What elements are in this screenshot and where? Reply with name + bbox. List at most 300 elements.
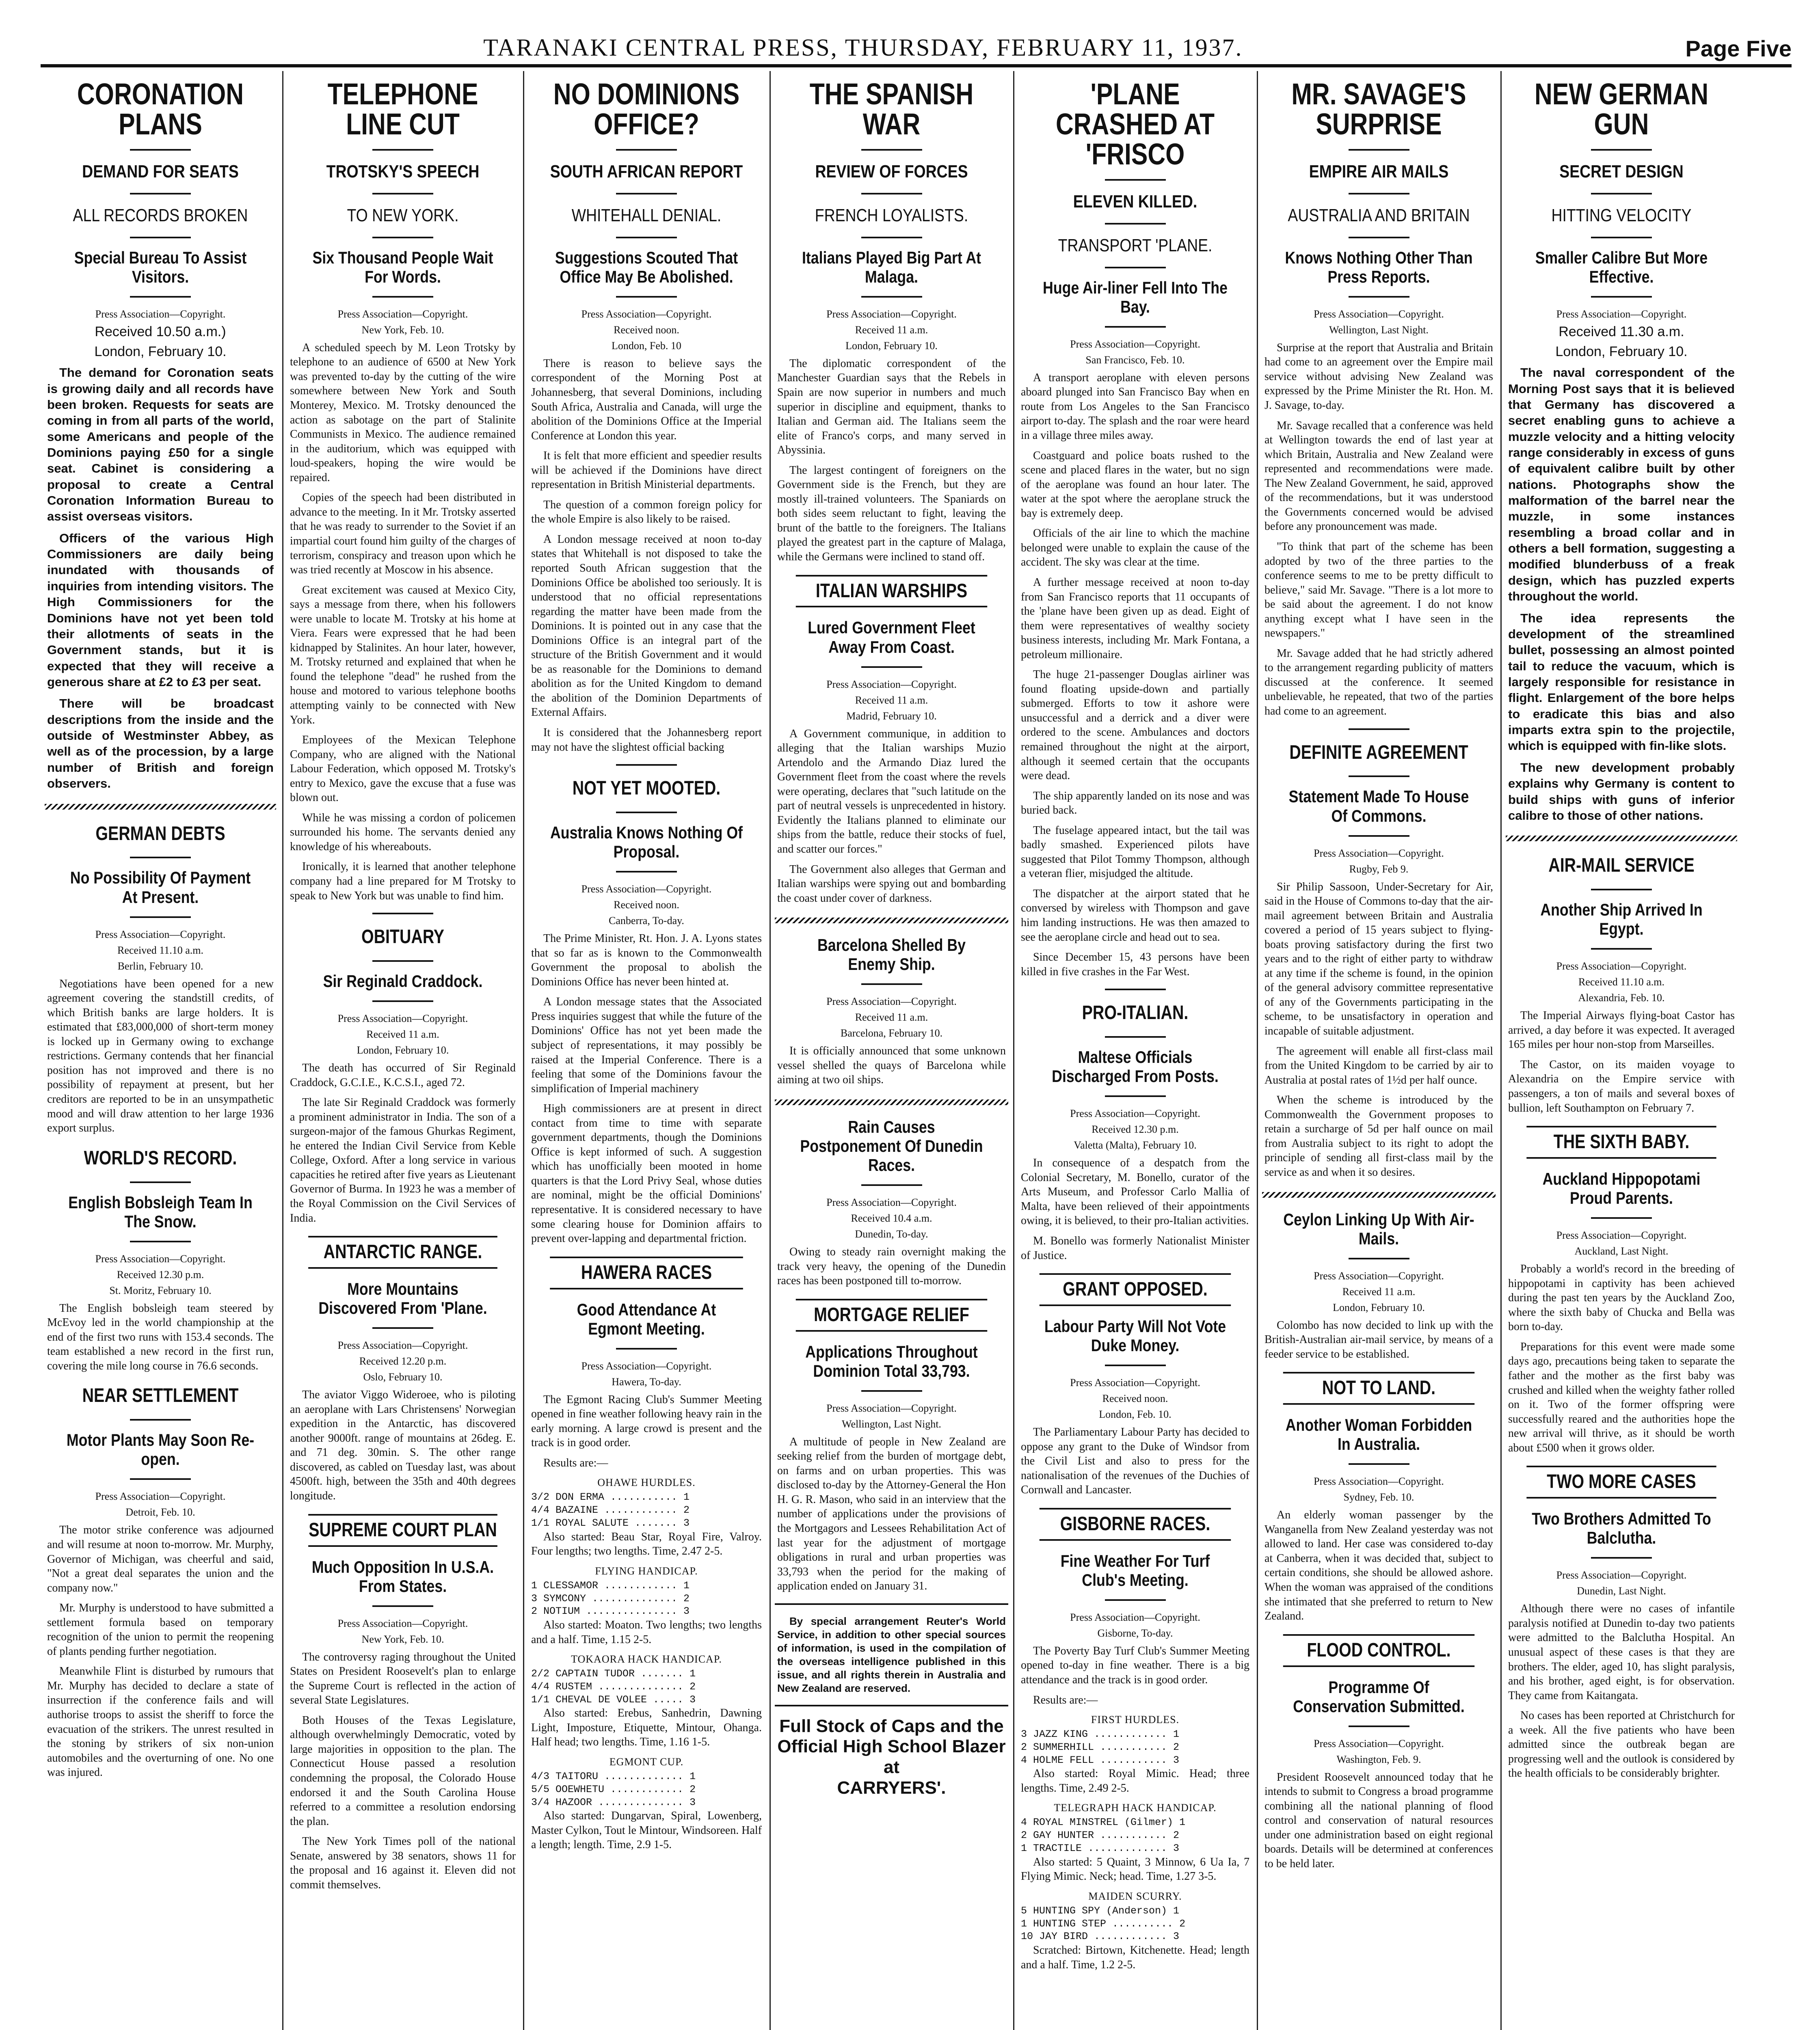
divider (616, 812, 677, 813)
divider (861, 296, 922, 298)
deck: Fine Weather For Turf Club's Meeting. (1060, 1551, 1210, 1589)
divider (130, 1478, 191, 1480)
divider (1591, 948, 1652, 950)
race-result: 5/5 OOEWHETU ............ 2 (531, 1783, 696, 1795)
dateline: Alexandria, Feb. 10. (1578, 992, 1665, 1004)
divider (775, 1705, 1008, 1706)
divider (1591, 296, 1652, 298)
race-result: 4/4 RUSTEM .............. 2 (531, 1680, 696, 1693)
paragraph: The ship apparently landed on its nose and was buried back. (1021, 789, 1249, 817)
credit-line: Press Association—Copyright. (581, 883, 712, 895)
divider (616, 149, 677, 151)
credit-line: Press Association—Copyright. (1070, 1611, 1200, 1623)
divider (1591, 889, 1652, 890)
paragraph: Employees of the Mexican Telephone Company, who are aligned with the National Labour Federation, which opposed M. Trotsky's entry to Mexico, gave the excuse that a fuse was blown out. (290, 734, 516, 804)
section-heading: MORTGAGE RELIEF (796, 1299, 988, 1332)
race-result: 4/3 TAITORU ............. 1 (531, 1771, 696, 1783)
subheading: AUSTRALIA AND BRITAIN (1288, 205, 1470, 225)
race-result: 1/1 CHEVAL DE VOLEE ..... 3 (531, 1693, 696, 1706)
section-heading: PRO-ITALIAN. (1082, 1002, 1189, 1024)
deck: Huge Air-liner Fell Into The Bay. (1043, 278, 1228, 316)
dateline: London, February 10. (845, 339, 938, 352)
divider (1349, 775, 1409, 777)
section-heading: HAWERA RACES (550, 1257, 743, 1289)
paragraph: Meanwhile Flint is disturbed by rumours that Mr. Murphy has decided to declare a state of insurrection if the conference fails and will authorise troops to assist the sheriff to force the evacuation of the strikers. The unrest resulted in the stoning by strikers of six non-union automobiles and the overturning of one. No one was injured. (47, 1665, 274, 1779)
dateline: Wellington, Last Night. (842, 1418, 941, 1430)
dateline: New York, Feb. 10. (361, 1633, 444, 1645)
credit-line: Press Association—Copyright. (1314, 847, 1444, 859)
section-divider (775, 918, 1008, 923)
paragraph: No cases has been reported at Christchurch for a week. All the five patients who have been admitted since the outbreak began are progressing well and the outlook is considered by the health officials to be considerably brighter. (1508, 1709, 1735, 1780)
received-time: Received 11.10 a.m. (1578, 976, 1665, 988)
dateline: London, Feb. 10 (612, 339, 681, 352)
dateline: London, Feb. 10. (1099, 1408, 1172, 1421)
race-result: 2 GAY HUNTER ........... 2 (1021, 1829, 1180, 1842)
divider (372, 193, 433, 194)
paragraph: Sir Philip Sassoon, Under-Secretary for Air, said in the House of Commons to-day that the air-mail agreement between Britain and Australia covered a period of 15 years subject to flying-boats proving satisfactory during the first two years and to the right of either party to withdraw at any time if the scheme is found, in the opinion of the general advisory committee representative of any of the Governments participating in the scheme, to be unsatisfactory in operation and incapable of suitable adjustment. (1264, 880, 1493, 1038)
paragraph: M. Bonello was formerly Nationalist Minister of Justice. (1021, 1234, 1249, 1262)
divider (372, 1327, 433, 1329)
dateline: London, February 10. (357, 1044, 449, 1056)
deck: No Possibility Of Payment At Present. (70, 868, 251, 907)
deck: Auckland Hippopotami Proud Parents. (1542, 1169, 1701, 1208)
received-time: Received noon. (614, 324, 679, 336)
divider (130, 857, 191, 858)
column-telephone (287, 71, 518, 2030)
credit-line: Press Association—Copyright. (826, 678, 957, 690)
paragraph: When the scheme is introduced by the Commonwealth the Government proposes to retain a surcharge of 5d per half ounce on mail from Australia subject to its right to adopt the principle of sending all first-class mail by the service as and when it so desires. (1264, 1094, 1493, 1179)
section-divider (1262, 1192, 1496, 1198)
section-heading: SUPREME COURT PLAN (308, 1514, 497, 1547)
divider (1349, 296, 1409, 298)
divider (861, 237, 922, 238)
divider (1349, 193, 1409, 194)
dateline: Barcelona, February 10. (840, 1027, 943, 1039)
paragraph: It is officially announced that some unknown vessel shelled the quays of Barcelona while aiming at two oil ships. (777, 1045, 1006, 1086)
divider (372, 913, 433, 914)
received-time: Received 11 a.m. (855, 1011, 928, 1024)
paragraph: Copies of the speech had been distributed in advance to the meeting. In it Mr. Trotsky asserted that he was ready to surrender to the Soviet if an impartial court found him guilty of the charges of terrorism, conspiracy and treason upon which he was tried recently at Moscow in his absence. (290, 491, 516, 577)
dateline: Dunedin, Last Night. (1577, 1585, 1666, 1597)
divider (372, 237, 433, 238)
deck: More Mountains Discovered From 'Plane. (318, 1279, 487, 1318)
race-result: 2 SUMMERHILL ........... 2 (1021, 1741, 1180, 1753)
paragraph: The motor strike conference was adjourned and will resume at noon to-morrow. Mr. Murphy, Governor of Michigan, was cheerful and said, "Not a great deal separates the union and the company now." (47, 1524, 274, 1594)
page-number: Page Five (1685, 36, 1792, 61)
paragraph: The question of a common foreign policy for the whole Empire is also likely to be raised. (531, 498, 762, 526)
divider (1105, 179, 1166, 181)
paragraph: The English bobsleigh team steered by McEvoy led in the world championship at the end of the first two runs with 153.4 seconds. The team established a new record in the first run, covering the mile long course in 76.6 seconds. (47, 1302, 274, 1372)
received-time: Received noon. (1102, 1393, 1168, 1405)
paragraph: In consequence of a despatch from the Colonial Secretary, M. Bonello, curator of the Arts Museum, and Professor Carlo Mallia of Malta, have been relieved of their appointments owing, it is believed, to their pro-Italian activities. (1021, 1157, 1249, 1227)
race-result: 3/4 HAZOOR .............. 3 (531, 1796, 696, 1808)
divider (861, 1184, 922, 1186)
race-result: 2/2 CAPTAIN TUDOR ....... 1 (531, 1668, 696, 1680)
paragraph: Results are:— (543, 1456, 608, 1469)
divider (1105, 1036, 1166, 1038)
race-name: TOKAORA HACK HANDICAP. (571, 1653, 722, 1665)
received-time: Received 11 a.m. (855, 324, 928, 336)
divider (861, 983, 922, 985)
paragraph: Although there were no cases of infantile paralysis notified at Dunedin to-day two patients were admitted to the Balclutha Hospital. An unusual aspect of these cases is that they are brothers. The elder, aged 10, has slight paralysis, and his brother, aged eight, is for observation. They came from Kaitangata. (1508, 1602, 1735, 1702)
received-time: Received 11 a.m. (366, 1028, 439, 1041)
headline: TELEPHONE LINE CUT (327, 77, 478, 141)
divider (1349, 149, 1409, 151)
paragraph: The dispatcher at the airport stated that he conversed by wireless with Thompson and gave him landing instructions. He was then amazed to see the aeroplane circle and head out to sea. (1021, 887, 1249, 944)
credit-line: Press Association—Copyright. (1556, 308, 1687, 320)
headline: MR. SAVAGE'S SURPRISE (1291, 77, 1466, 141)
section-heading: GISBORNE RACES. (1040, 1508, 1231, 1541)
paragraph: The demand for Coronation seats is growing daily and all records have been broken. Requests for seats are coming in from all parts of the world, some Americans and people of the Dominions paying £50 for a single seat. Cabinet is considering a proposal to create a Central Coronation Information Bureau to assist overseas visitors. (47, 365, 274, 524)
subheading: TROTSKY'S SPEECH (326, 162, 480, 181)
column-rule (770, 71, 771, 2030)
credit-line: Press Association—Copyright. (1314, 1475, 1444, 1488)
divider (372, 296, 433, 298)
section-heading: AIR-MAIL SERVICE (1548, 855, 1695, 877)
masthead (41, 32, 1792, 67)
deck: Six Thousand People Wait For Words. (312, 248, 493, 286)
race-result: 1 TRACTILE ............. 3 (1021, 1842, 1180, 1854)
paragraph: President Roosevelt announced today that he intends to submit to Congress a broad programme combining all the national planning of flood control and conservation of natural resources under one administration based on eight regional boards. Details will be determined at conferences to be held later. (1264, 1771, 1493, 1870)
divider (775, 1603, 1008, 1605)
paragraph: Officers of the various High Commissioners are daily being inundated with thousands of inquiries from intending visitors. The High Commissioners for the Dominions have not yet been told their allotments of seats in the Government stands, but it is expected that they will receive a generous share at £2 to £3 per seat. (47, 531, 274, 689)
divider (130, 916, 191, 918)
paragraph: Mr. Savage recalled that a conference was held at Wellington towards the end of last year at which Britain, Australia and New Zealand were represented and recommendations were made. The New Zealand Government, he said, approved of the recommendations, but it was understood the Governments concerned would be advised before any pronouncement was made. (1264, 419, 1493, 533)
headline: 'PLANE CRASHED AT 'FRISCO (1055, 77, 1215, 171)
race-name: EGMONT CUP. (609, 1756, 684, 1768)
subheading: FRENCH LOYALISTS. (815, 205, 968, 225)
paragraph: The naval correspondent of the Morning Post says that it is believed that Germany has discovered a secret enabling guns to achieve a muzzle velocity and a hitting velocity range considerably in excess of guns of equivalent calibre built by other nations. Photographs show the malformation of the barrel near the muzzle, in some instances resembling a broad collar and in others a bell formation, suggesting a modified blunderbuss of a freak design, which has puzzled experts throughout the world. (1508, 365, 1735, 604)
deck: Two Brothers Admitted To Balclutha. (1532, 1509, 1711, 1548)
subheading: DEMAND FOR SEATS (82, 162, 239, 181)
section-heading: GRANT OPPOSED. (1040, 1273, 1231, 1306)
race-note: Also started: 5 Quaint, 3 Minnow, 6 Ua Ia, 7 Flying Mimic. Neck; head. Time, 1.27 3-5. (1021, 1855, 1249, 1883)
divider (372, 149, 433, 151)
credit-line: Press Association—Copyright. (95, 1490, 226, 1503)
credit-line: Press Association—Copyright. (826, 1402, 957, 1414)
race-note: Also started: Beau Star, Royal Fire, Valroy. Four lengths; two lengths. Time, 2.47 2-5. (531, 1530, 762, 1558)
race-result: 4/4 BAZAINE ............ 2 (531, 1504, 690, 1516)
deck: Another Ship Arrived In Egypt. (1540, 900, 1703, 939)
subheading: WHITEHALL DENIAL. (571, 205, 722, 225)
credit-line: Press Association—Copyright. (1070, 1377, 1200, 1389)
section-heading: NOT YET MOOTED. (572, 777, 721, 799)
dateline: Sydney, Feb. 10. (1343, 1491, 1414, 1503)
divider (372, 1605, 433, 1607)
dateline: Madrid, February 10. (846, 710, 937, 722)
divider (130, 193, 191, 194)
divider (616, 871, 677, 872)
divider (1105, 989, 1166, 990)
section-heading: ITALIAN WARSHIPS (796, 575, 988, 608)
paragraph: High commissioners are at present in direct contact from time to time with separate government departments, though the Dominions Office is kept informed of such. A suggestion which has unofficially been mooted in home quarters is that the Lord Privy Seal, whose duties are nominal, might be the official Dominions' representative. It is considered necessary to have some clearing house for Dominion affairs to prevent over-lapping and departmental friction. (531, 1102, 762, 1245)
paragraph: A further message received at noon to-day from San Francisco reports that 11 occupants of the 'plane have been given up as dead. Eight of them were representatives of wealthy society business interests, including Mr. Mark Fontana, a petroleum millionaire. (1021, 576, 1249, 661)
column-dominions (529, 71, 764, 2030)
deck: Australia Knows Nothing Of Proposal. (550, 823, 743, 862)
divider (1349, 835, 1409, 837)
deck: Suggestions Scouted That Office May Be Abolished. (555, 248, 738, 286)
dateline: Detroit, Feb. 10. (125, 1506, 195, 1518)
paragraph: The Government also alleges that German and Italian warships were spying out and bombarding the coast under cover of darkness. (777, 863, 1006, 905)
paragraph: There is reason to believe says the correspondent of the Morning Post at Johannesberg, that several Dominions, including South Africa, Australia and Canada, will urge the abolition of the Dominions Office at the Imperial Conference at London this year. (531, 357, 762, 442)
credit-line: Press Association—Copyright. (1314, 1270, 1444, 1282)
divider (1349, 237, 1409, 238)
section-heading: TWO MORE CASES (1526, 1466, 1716, 1499)
paragraph: The Parliamentary Labour Party has decided to oppose any grant to the Duke of Windsor from the Civil List and also to press for the nationalisation of the revenues of the Duchies of Cornwall and Lancaster. (1021, 1426, 1249, 1497)
race-note: Also started: Erebus, Sanhedrin, Dawning Light, Imposture, Etiquette, Mintour, Ohanga. Half head; two lengths. Time, 1.16 1-5. (531, 1707, 762, 1749)
column-plane-crash (1018, 71, 1252, 2030)
dateline: Wellington, Last Night. (1329, 324, 1429, 336)
paragraph: The largest contingent of foreigners on the Government side is the French, but they are mostly ill-trained volunteers. The Spaniards on both sides seem reluctant to fight, leaving the brunt of the battle to the foreigners. The Italians played the greatest part in the capture of Malaga, while the Germans were inclined to stand off. (777, 464, 1006, 563)
credit-line: Press Association—Copyright. (337, 308, 468, 320)
paragraph: The idea represents the development of the streamlined bullet, possessing an almost pointed tail to reduce the vacuum, which is largely responsible for resistance in flight. Enlargement of the bore helps to eradicate this bias and also imparts extra spin to the projectile, which is equipped with fin-like slots. (1508, 611, 1735, 753)
divider (1591, 193, 1652, 194)
paragraph: An elderly woman passenger by the Wanganella from New Zealand yesterday was not allowed to land. Her case was considered to-day at Canberra, when it was decided that, subject to certain conditions, she should be allowed ashore. When the woman was appraised of the conditions she intimated that she preferred to return to New Zealand. (1264, 1509, 1493, 1623)
paragraph: Surprise at the report that Australia and Britain had come to an agreement over the Empire mail service without advising New Zealand was expressed by the Prime Minister the Rt. Hon. M. J. Savage, to-day. (1264, 341, 1493, 412)
deck: Much Opposition In U.S.A. From States. (311, 1557, 494, 1596)
paragraph: While he was missing a cordon of policemen surrounded his home. The servants denied any knowledge of his whereabouts. (290, 811, 516, 853)
credit-line: Press Association—Copyright. (826, 1196, 957, 1208)
credit-line: Press Association—Copyright. (1556, 960, 1687, 972)
subheading: HITTING VELOCITY (1551, 205, 1692, 225)
section-heading: FLOOD CONTROL. (1283, 1634, 1475, 1667)
section-heading: WORLD'S RECORD. (84, 1147, 237, 1169)
subheading: TRANSPORT 'PLANE. (1058, 235, 1213, 255)
paragraph: The Egmont Racing Club's Summer Meeting opened in fine weather following heavy rain in the early morning. A large crowd is present and the track is in good order. (531, 1393, 762, 1449)
column-coronation (45, 71, 276, 2030)
divider (616, 764, 677, 766)
paragraph: A scheduled speech by M. Leon Trotsky by telephone to an audience of 6500 at New York was prevented to-day by the cutting of the wire somewhere between New York and South Monterey, Mexico. M. Trotsky denounced the action as sabotage on the part of Stalinite Communists in Mexico. The audience remained in the auditorium, which was equipped with loud-speakers, hoping the wire would be repaired. (290, 341, 516, 484)
race-note: Also started: Moaton. Two lengths; two lengths and a half. Time, 1.15 2-5. (531, 1619, 762, 1646)
paragraph: Preparations for this event were made some days ago, precautions being taken to separate the father and the mother as the first baby was crushed and killed when the weighty father rolled on it. Two of the former offspring were successfully reared and the authorities hope the new arrival will thrive, as it should be worth about £500 when it grows older. (1508, 1340, 1735, 1454)
race-note: Also started: Dungarvan, Spiral, Lowenberg, Master Cylkon, Tout le Mintour, Windsoreen. Half a length; length. Time, 2.9 1-5. (531, 1810, 762, 1851)
paragraph: The New York Times poll of the national Senate, answered by 38 senators, shows 11 for the proposal and 16 against it. Eleven did not commit themselves. (290, 1835, 516, 1891)
deck: Knows Nothing Other Than Press Reports. (1285, 248, 1473, 286)
paragraph: The Poverty Bay Turf Club's Summer Meeting opened to-day in fine weather. There is a big attendance and the track is in good order. (1021, 1644, 1249, 1686)
deck: Applications Throughout Dominion Total 33,793. (805, 1342, 978, 1380)
divider (372, 1000, 433, 1002)
divider (1591, 237, 1652, 238)
paragraph: The controversy raging throughout the United States on President Roosevelt's plan to enlarge the Supreme Court is reflected in the action of several State Legislatures. (290, 1650, 516, 1707)
subheading: ELEVEN KILLED. (1073, 192, 1197, 212)
race-note: Also started: Royal Mimic. Head; three lengths. Time, 2.49 2-5. (1021, 1767, 1249, 1795)
race-result: 5 HUNTING SPY (Anderson) 1 (1021, 1905, 1180, 1917)
section-divider (775, 1099, 1008, 1105)
divider (130, 149, 191, 151)
divider (130, 1181, 191, 1183)
deck: Good Attendance At Egmont Meeting. (577, 1300, 716, 1338)
paragraph: Results are:— (1033, 1693, 1098, 1706)
paragraph: A London message received at noon to-day states that Whitehall is not disposed to take the reported South African suggestion that the Dominions Office be abolished too seriously. It is understood that no official representations regarding the matter have been made from the Dominions. It is pointed out in any case that the Dominions Office is an integral part of the structure of the British Government and it would be as reasonable for the Dominions to demand abolition as for the United Kingdom to demand the abolition of the Dominion Departments of External Affairs. (531, 533, 762, 719)
section-heading: OBITUARY (361, 926, 445, 948)
race-result: 2 NOTIUM ............... 3 (531, 1605, 690, 1618)
ad-line: CARRYERS'. (837, 1777, 946, 1798)
paragraph: Coastguard and police boats rushed to the scene and placed flares in the water, but no sign of the aeroplane was found an hour later. The water at the spot where the aeroplane struck the bay is extremely deep. (1021, 449, 1249, 520)
credit-line: Press Association—Copyright. (1070, 338, 1200, 350)
deck: Smaller Calibre But More Effective. (1535, 248, 1708, 286)
credit-line: Press Association—Copyright. (581, 1360, 712, 1372)
section-heading: DEFINITE AGREEMENT (1289, 741, 1468, 763)
divider (616, 1348, 677, 1350)
deck: Motor Plants May Soon Re-open. (66, 1430, 255, 1469)
paragraph: A transport aeroplane with eleven persons aboard plunged into San Francisco Bay when en route from Los Angeles to the San Francisco airport to-day. The splash and the roar were heard in a village three miles away. (1021, 371, 1249, 442)
divider (1105, 326, 1166, 328)
received-time: Received 12.30 p.m. (117, 1268, 204, 1281)
section-heading: ANTARCTIC RANGE. (308, 1236, 497, 1269)
deck: Statement Made To House Of Commons. (1288, 787, 1469, 825)
race-result: 3/2 DON ERMA ........... 1 (531, 1491, 690, 1503)
received-time: Received noon. (614, 899, 679, 911)
race-result: 1 HUNTING STEP .......... 2 (1021, 1918, 1186, 1930)
divider (1349, 1726, 1409, 1727)
credit-line: Press Association—Copyright. (1556, 1229, 1687, 1242)
deck: Sir Reginald Craddock. (323, 972, 483, 991)
paragraph: A Government communique, in addition to alleging that the Italian warships Muzio Artendolo and the Armando Diaz lured the Government fleet from the coast where the revels were operating, declares that "such latitude on the part of neutral vessels is unprecedented in history. Evidently the Italians planned to eliminate our ships from the battle, reduce their stocks of fuel, and scatter our forces." (777, 727, 1006, 855)
divider (1591, 1217, 1652, 1219)
credit-line: Press Association—Copyright. (95, 1253, 226, 1265)
race-name: FIRST HURDLES. (1091, 1714, 1180, 1726)
column-savage (1262, 71, 1496, 2030)
section-divider (45, 804, 276, 810)
column-rule (1257, 71, 1258, 2030)
received-time: Received 11 a.m. (855, 694, 928, 706)
headline: NEW GERMAN GUN (1534, 77, 1709, 141)
race-result: 3 JAZZ KING ............ 1 (1021, 1728, 1180, 1741)
divider (616, 193, 677, 194)
race-name: FLYING HANDICAP. (595, 1565, 698, 1577)
paragraph: It is considered that the Johannesberg report may not have the slightest official backing (531, 726, 762, 754)
race-result: 4 ROYAL MINSTREL (Gilmer) 1 (1021, 1816, 1186, 1829)
divider (616, 237, 677, 238)
race-result: 4 HOLME FELL ........... 3 (1021, 1754, 1180, 1766)
credit-line: Press Association—Copyright. (1314, 308, 1444, 320)
dateline: London, February 10. (94, 344, 227, 359)
race-name: TELEGRAPH HACK HANDICAP. (1054, 1802, 1217, 1814)
dateline: London, February 10. (1555, 344, 1688, 359)
dateline: Auckland, Last Night. (1574, 1245, 1669, 1257)
paragraph: The Prime Minister, Rt. Hon. J. A. Lyons states that so far as is known to the Commonwealth Government the proposal to abolish the Dominions Office has never been hinted at. (531, 932, 762, 988)
divider (130, 1419, 191, 1421)
paragraph: The Imperial Airways flying-boat Castor has arrived, a day before it was expected. It averaged 165 miles per hour non-stop from Marseilles. (1508, 1009, 1735, 1051)
dateline: Valetta (Malta), February 10. (1074, 1139, 1197, 1151)
received-time: Received 11.30 a.m. (1558, 324, 1684, 339)
column-spanish-war (775, 71, 1008, 2030)
dateline: Washington, Feb. 9. (1336, 1753, 1421, 1765)
credit-line: Press Association—Copyright. (337, 1013, 468, 1025)
credit-line: Press Association—Copyright. (826, 996, 957, 1008)
paragraph: There will be broadcast descriptions from the inside and the outside of Westminster Abbey, as well as of the procession, by a large number of British and foreign observers. (47, 696, 274, 791)
dateline: St. Moritz, February 10. (109, 1284, 212, 1296)
deck: Barcelona Shelled By Enemy Ship. (817, 935, 966, 974)
deck: Maltese Officials Discharged From Posts. (1052, 1047, 1219, 1086)
paragraph: Probably a world's record in the breeding of hippopotami in captivity has been achieved during the past ten years by the Auckland Zoo, where the sixth baby of Chucka and Bella was born to-day. (1508, 1263, 1735, 1333)
race-name: MAIDEN SCURRY. (1088, 1890, 1182, 1902)
credit-line: Press Association—Copyright. (337, 1339, 468, 1352)
subheading: ALL RECORDS BROKEN (73, 205, 248, 225)
paragraph: Colombo has now decided to link up with the British-Australian air-mail service, by means of a feeder service to be established. (1264, 1319, 1493, 1361)
subheading: SECRET DESIGN (1559, 162, 1684, 181)
ad-line: at (883, 1757, 900, 1777)
divider (861, 193, 922, 194)
dateline: Berlin, February 10. (117, 960, 203, 972)
credit-line: Press Association—Copyright. (581, 308, 712, 320)
divider (1349, 1463, 1409, 1465)
deck: Ceylon Linking Up With Air-Mails. (1283, 1209, 1474, 1248)
section-heading: GERMAN DEBTS (95, 823, 225, 844)
section-heading: NEAR SETTLEMENT (82, 1385, 239, 1407)
divider (372, 960, 433, 962)
column-rule (1013, 71, 1014, 2030)
divider (1105, 223, 1166, 225)
column-rule (282, 71, 283, 2030)
paragraph: The death has occurred of Sir Reginald Craddock, G.C.I.E., K.C.S.I., aged 72. (290, 1062, 516, 1089)
divider (130, 1241, 191, 1242)
divider (1105, 1599, 1166, 1601)
advertisement (775, 1716, 1008, 1798)
subheading: SOUTH AFRICAN REPORT (550, 162, 743, 181)
race-result: 10 JAY BIRD ............ 3 (1021, 1931, 1180, 1943)
deck: Special Bureau To Assist Visitors. (74, 248, 247, 286)
paragraph: Negotiations have been opened for a new agreement covering the standstill credits, of which British banks are large holders. It is estimated that £83,000,000 of short-term money is locked up in Germany owing to exchange restrictions. Germany contends that her financial position has not improved and there is no possibility of repayment at present, but her creditors are reported to be in an unsympathetic mood and will draw attention to her large 1936 export surplus. (47, 977, 274, 1135)
divider (616, 296, 677, 298)
race-result: 3 SYMCONY .............. 2 (531, 1592, 690, 1605)
dateline: Rugby, Feb 9. (1349, 863, 1409, 875)
race-note: Scratched: Birtown, Kitchenette. Head; length and a half. Time, 1.2 2-5. (1021, 1944, 1249, 1971)
deck: Rain Causes Postponement Of Dunedin Races. (800, 1117, 983, 1175)
paragraph: Mr. Savage added that he had strictly adhered to the arrangement regarding publicity of matters discussed at the conference. It seemed unbelievable, he repeated, that two of the parties had come to an agreement. (1264, 647, 1493, 717)
masthead-title: TARANAKI CENTRAL PRESS, THURSDAY, FEBRUARY 11, 1937. (483, 34, 1243, 61)
dateline: London, February 10. (1333, 1301, 1425, 1313)
divider (861, 1390, 922, 1392)
divider (861, 666, 922, 668)
paragraph: Mr. Murphy is understood to have submitted a settlement formula based on temporary recognition of the union to permit the reopening of plants pending further negotiation. (47, 1602, 274, 1658)
subheading: TO NEW YORK. (347, 205, 459, 225)
deck: Another Woman Forbidden In Australia. (1285, 1415, 1472, 1454)
paragraph: Great excitement was caused at Mexico City, says a message from there, when his followers were unable to locate M. Trotsky at his home at Viera. Fears were expressed that he had been kidnapped by Stalinites. An hour later, however, M. Trotsky returned and explained that when he found the telephone "dead" he rushed from the house and motored to various telephone booths attempting vainly to be connected with New York. (290, 583, 516, 726)
received-time: Received 11 a.m. (1342, 1285, 1416, 1298)
paragraph: Owing to steady rain overnight making the track very heavy, the opening of the Dunedin races has been postponed till to-morrow. (777, 1246, 1006, 1287)
paragraph: Both Houses of the Texas Legislature, although overwhelmingly Democratic, voted by large majorities in opposition to the plan. The Connecticut House passed a resolution condemning the proposal, the Colorado House endorsed it and the South Carolina House referred to a committee a resolution endorsing the plan. (290, 1714, 516, 1828)
paragraph: The late Sir Reginald Craddock was formerly a prominent administrator in India. The son of a surgeon-major of the famous Ghurkas Regiment, he entered the Indian Civil Service from Keble College, Oxford. After a long service in various capacities he retired after five years as Lieutenant Governor of Burma. In 1923 he was a member of the Royal Commission on the Civil Services of India. (290, 1096, 516, 1224)
credit-line: Press Association—Copyright. (95, 928, 226, 940)
column-rule (523, 71, 524, 2030)
subheading: REVIEW OF FORCES (815, 162, 968, 181)
deck: English Bobsleigh Team In The Snow. (68, 1192, 253, 1231)
divider (1591, 1557, 1652, 1559)
race-result: 1/1 ROYAL SALUTE ....... 3 (531, 1517, 690, 1529)
credit-line: Press Association—Copyright. (1556, 1569, 1687, 1581)
paragraph: The fuselage appeared intact, but the tail was badly smashed. Experienced pilots have suggested that Pilot Tommy Thompson, although a veteran flier, misjudged the altitude. (1021, 824, 1249, 880)
dateline: Canberra, To-day. (609, 915, 684, 927)
divider (130, 237, 191, 238)
paragraph: The huge 21-passenger Douglas airliner was found floating upside-down and partially submerged. Efforts to tow it ashore were unsuccessful and a derrick and a diver were ordered to the scene. Ambulances and doctors remained throughout the night at the airport, although it seemed certain that the occupants were dead. (1021, 668, 1249, 782)
paragraph: "To think that part of the scheme has been adopted by two of the three parties to the conference seems to me to be pretty difficult to believe," said Mr. Savage. "There is a lot more to be said about the agreement. I do not know anything except what I have seen in the newspapers." (1264, 540, 1493, 640)
headline: NO DOMINIONS OFFICE? (553, 77, 740, 141)
deck: Labour Party Will Not Vote Duke Money. (1044, 1317, 1226, 1355)
paragraph: The aviator Viggo Wideroee, who is piloting an aeroplane with Lars Christensens' Norwegian expedition in the Antarctic, has discovered another 9000ft. range of mountains at 26deg. E. and 71 deg. 30min. S. The other range discovered, as cabled on Tuesday last, was about 4500ft. high, between the 35th and 40th degrees longitude. (290, 1389, 516, 1503)
divider (130, 296, 191, 298)
paragraph: A multitude of people in New Zealand are seeking relief from the burden of mortgage debt, on farms and on urban properties. This was disclosed to-day by the Attorney-General the Hon H. G. R. Mason, who said in an interview that the number of applications under the provisions of the Mortgagors and Lessees Rehabilitation Act of last year for the adjustment of mortgage obligations in rural and urban properties was 33,793 when the period for the making of application ended on January 31. (777, 1435, 1006, 1593)
dateline: San Francisco, Feb. 10. (1085, 354, 1185, 366)
race-result: 1 CLESSAMOR ............ 1 (531, 1579, 690, 1592)
paragraph: The Castor, on its maiden voyage to Alexandria on the Empire service with passengers, a ton of mails and several boxes of bullion, left Southampton on February 7. (1508, 1058, 1735, 1114)
dateline: Hawera, To-day. (612, 1376, 681, 1388)
credit-line: Press Association—Copyright. (1314, 1737, 1444, 1749)
column-german-gun (1506, 71, 1737, 2030)
credit-line: Press Association—Copyright. (337, 1617, 468, 1629)
paragraph: It is felt that more efficient and speedier results will be achieved if the Dominions have direct representation in British Ministerial departments. (531, 449, 762, 491)
headline: THE SPANISH WAR (809, 77, 974, 141)
